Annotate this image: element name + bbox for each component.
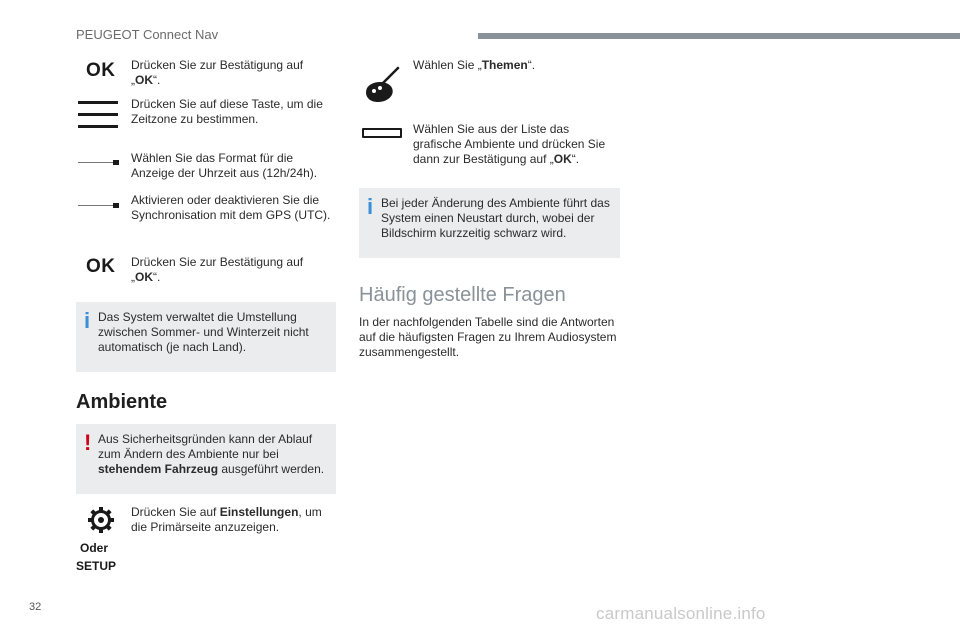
watermark: carmanualsonline.info [596,604,766,623]
page-number: 32 [29,601,42,613]
ok-icon: OK [86,256,116,277]
step-text-gps-sync: Aktivieren oder deaktivieren Sie die Synchronisation mit dem GPS (UTC). [131,193,331,222]
hamburger-menu-icon [78,101,118,128]
info-note-text: Das System verwaltet die Umstellung zwischen Sommer- und Winterzeit nicht automatisch (je nach Land). [98,310,309,354]
section-title-faq: Häufig gestellte Fragen [359,284,566,306]
step-text-select-ambiente: Wählen Sie aus der Liste das grafische Ambiente und drücken Sie dann zur Bestätigung auf „OK“. [413,122,606,166]
step-text-themes: Wählen Sie „Themen“. [413,58,536,72]
list-item-icon [362,128,402,138]
theme-palette-icon [362,66,402,104]
or-label: Oder [80,541,109,555]
header-rule [478,33,960,39]
running-header: PEUGEOT Connect Nav [76,27,219,42]
setup-button-label: SETUP [76,559,117,573]
step-text-confirm-2: Drücken Sie zur Bestätigung auf „OK“. [131,255,304,284]
ok-icon: OK [86,60,116,81]
toggle-line-icon [78,160,120,166]
step-text-settings: Drücken Sie auf Einstellungen, um die Primärseite anzuzeigen. [131,505,322,534]
warning-icon: ! [84,430,92,455]
step-text-time-format: Wählen Sie das Format für die Anzeige der Uhrzeit aus (12h/24h). [131,151,318,180]
info-note-dst [76,302,336,372]
toggle-line-icon [78,203,120,209]
info-icon: i [367,194,374,219]
info-icon: i [84,308,91,333]
section-title-ambiente: Ambiente [76,391,168,413]
info-note-text: Bei jeder Änderung des Ambiente führt das System einen Neustart durch, wobei der Bildschirm kurzzeitig schwarz wird. [381,196,610,240]
warning-note-text: Aus Sicherheitsgründen kann der Ablauf zum Ändern des Ambiente nur bei stehendem Fahrzeug ausgeführt werden. [98,432,325,476]
step-text-timezone: Drücken Sie auf diese Taste, um die Zeitzone zu bestimmen. [131,97,323,126]
warning-note-safety [76,424,336,494]
step-text-confirm-1: Drücken Sie zur Bestätigung auf „OK“. [131,58,304,87]
faq-intro-text: In der nachfolgenden Tabelle sind die Antworten auf die häufigsten Fragen zu Ihrem Audiosystem zusammengestellt. [359,315,617,359]
info-note-restart [359,188,620,258]
settings-gear-icon [87,506,115,534]
